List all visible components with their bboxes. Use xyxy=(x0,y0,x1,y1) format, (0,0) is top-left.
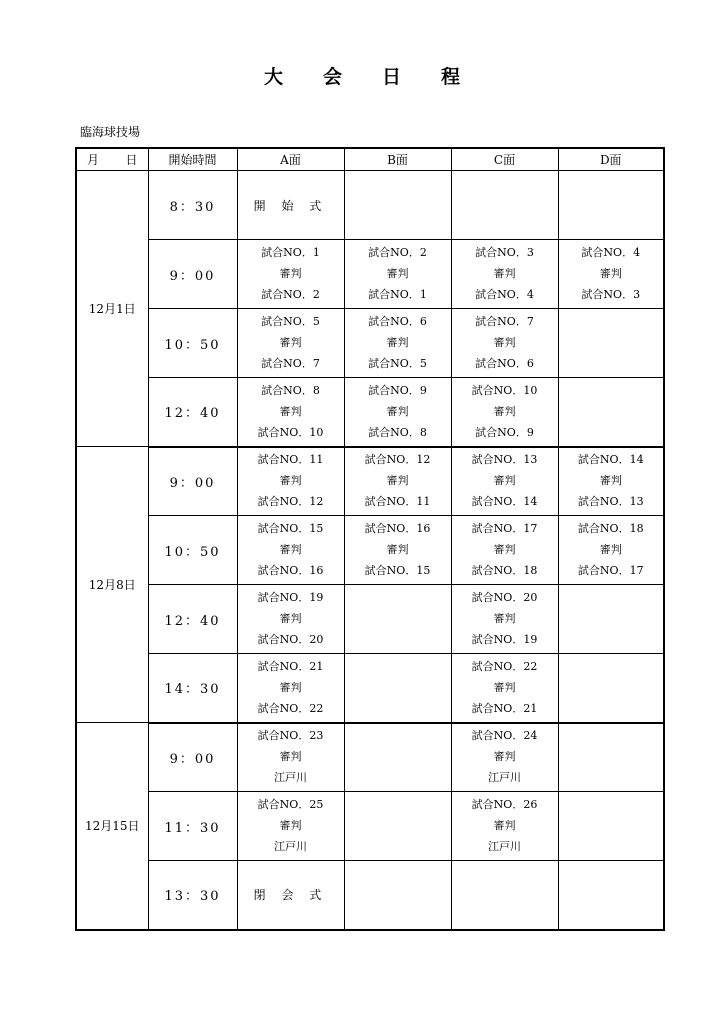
referee-assignment: 試合NO．17 xyxy=(577,564,644,577)
empty-court-cell xyxy=(558,792,664,861)
referee-label: 審判 xyxy=(493,612,516,625)
match-number: 試合NO．19 xyxy=(257,591,324,604)
referee-label: 審判 xyxy=(279,404,302,418)
match-number: 試合NO．25 xyxy=(257,798,324,811)
schedule-body xyxy=(76,171,664,930)
time-cell: 9：00 xyxy=(148,447,237,516)
match-number: 試合NO．12 xyxy=(364,453,431,467)
referee-assignment: 江戸川 xyxy=(488,771,521,785)
match-cell xyxy=(344,240,451,309)
referee-assignment: 試合NO．11 xyxy=(364,495,431,509)
match-number: 試合NO．26 xyxy=(471,798,538,811)
referee-assignment: 試合NO．1 xyxy=(368,288,427,301)
match-number: 試合NO．22 xyxy=(471,659,538,673)
referee-assignment: 試合NO．5 xyxy=(368,357,427,370)
page-title xyxy=(0,62,724,89)
time-cell: 10：50 xyxy=(148,516,237,585)
match-number: 試合NO．9 xyxy=(368,383,427,397)
empty-court-cell xyxy=(558,723,664,792)
referee-assignment: 試合NO．10 xyxy=(257,425,324,439)
match-cell xyxy=(558,516,664,585)
match-cell xyxy=(451,240,558,309)
referee-assignment: 試合NO．2 xyxy=(261,288,320,301)
court-a-header: A面 xyxy=(237,148,344,171)
match-cell xyxy=(237,723,344,792)
match-cell xyxy=(451,792,558,861)
empty-court-cell xyxy=(558,309,664,378)
slot-row xyxy=(76,723,664,792)
match-number: 試合NO．10 xyxy=(471,383,538,397)
venue-label: 臨海球技場 xyxy=(80,125,141,139)
match-number: 試合NO．14 xyxy=(577,453,644,467)
referee-assignment: 試合NO．18 xyxy=(471,564,538,577)
date-cell: 12月8日 xyxy=(76,447,148,723)
referee-label: 審判 xyxy=(279,680,302,694)
referee-assignment: 江戸川 xyxy=(274,771,307,785)
referee-assignment: 江戸川 xyxy=(274,840,307,853)
referee-label: 審判 xyxy=(599,474,622,488)
month-day-header xyxy=(76,148,148,171)
referee-label: 審判 xyxy=(279,267,302,280)
time-cell: 13：30 xyxy=(148,861,237,930)
empty-court-cell xyxy=(558,378,664,447)
time-cell: 12：40 xyxy=(148,378,237,447)
empty-court-cell xyxy=(451,861,558,930)
slot-row xyxy=(76,240,664,309)
empty-court-cell xyxy=(344,585,451,654)
referee-assignment: 試合NO．14 xyxy=(471,495,538,509)
match-cell xyxy=(451,516,558,585)
referee-label: 審判 xyxy=(493,543,516,556)
referee-label: 審判 xyxy=(493,404,516,418)
match-number: 試合NO．18 xyxy=(577,522,644,535)
slot-row xyxy=(76,378,664,447)
slot-row xyxy=(76,309,664,378)
match-number: 試合NO．23 xyxy=(257,729,324,743)
title-char: 大 xyxy=(263,66,283,88)
match-number: 試合NO．8 xyxy=(261,383,320,397)
month-header: 月 xyxy=(87,153,100,167)
referee-assignment: 試合NO．4 xyxy=(475,288,534,301)
referee-label: 審判 xyxy=(386,474,409,488)
match-cell xyxy=(344,378,451,447)
match-number: 試合NO．3 xyxy=(475,246,534,259)
referee-label: 審判 xyxy=(279,612,302,625)
match-number: 試合NO．16 xyxy=(364,522,431,535)
title-char: 会 xyxy=(322,66,342,88)
empty-court-cell xyxy=(451,171,558,240)
time-cell: 8：30 xyxy=(148,171,237,240)
time-cell: 12：40 xyxy=(148,585,237,654)
referee-label: 審判 xyxy=(493,336,516,349)
date-cell: 12月1日 xyxy=(76,171,148,447)
match-cell xyxy=(451,723,558,792)
referee-assignment: 試合NO．8 xyxy=(368,425,427,439)
date-cell: 12月15日 xyxy=(76,723,148,930)
referee-assignment: 江戸川 xyxy=(488,840,521,853)
referee-assignment: 試合NO．19 xyxy=(471,633,538,646)
slot-row xyxy=(76,585,664,654)
referee-label: 審判 xyxy=(493,819,516,832)
schedule-table xyxy=(75,147,665,931)
empty-court-cell xyxy=(344,723,451,792)
match-cell xyxy=(237,585,344,654)
referee-label: 審判 xyxy=(386,543,409,556)
match-cell xyxy=(558,240,664,309)
referee-label: 審判 xyxy=(493,267,516,280)
referee-assignment: 試合NO．21 xyxy=(471,701,538,715)
match-number: 試合NO．2 xyxy=(368,246,427,259)
ceremony-cell: 閉 会 式 xyxy=(237,861,344,930)
court-d-header: D面 xyxy=(558,148,664,171)
empty-court-cell xyxy=(344,654,451,723)
match-cell xyxy=(344,309,451,378)
referee-label: 審判 xyxy=(493,750,516,764)
slot-row xyxy=(76,792,664,861)
match-cell xyxy=(558,447,664,516)
title-char: 日 xyxy=(382,66,402,88)
slot-row xyxy=(76,654,664,723)
match-cell xyxy=(451,585,558,654)
slot-row xyxy=(76,516,664,585)
empty-court-cell xyxy=(558,654,664,723)
match-cell xyxy=(237,792,344,861)
referee-label: 審判 xyxy=(386,267,409,280)
match-number: 試合NO．17 xyxy=(471,522,538,535)
match-cell xyxy=(237,447,344,516)
match-cell xyxy=(237,309,344,378)
referee-assignment: 試合NO．7 xyxy=(261,357,320,370)
match-number: 試合NO．1 xyxy=(261,246,320,259)
match-cell xyxy=(451,378,558,447)
day-header: 日 xyxy=(125,153,138,167)
header-row xyxy=(76,148,664,171)
title-char: 程 xyxy=(441,66,461,88)
referee-assignment: 試合NO．22 xyxy=(257,701,324,715)
time-cell: 10：50 xyxy=(148,309,237,378)
referee-assignment: 試合NO．20 xyxy=(257,633,324,646)
match-number: 試合NO．24 xyxy=(471,729,538,743)
referee-assignment: 試合NO．16 xyxy=(257,564,324,577)
match-number: 試合NO．5 xyxy=(261,315,320,328)
referee-label: 審判 xyxy=(279,750,302,764)
empty-court-cell xyxy=(558,861,664,930)
match-cell xyxy=(451,309,558,378)
match-number: 試合NO．20 xyxy=(471,591,538,604)
match-number: 試合NO．7 xyxy=(475,315,534,328)
referee-label: 審判 xyxy=(386,404,409,418)
match-cell xyxy=(451,654,558,723)
referee-assignment: 試合NO．13 xyxy=(577,495,644,509)
referee-label: 審判 xyxy=(279,474,302,488)
referee-label: 審判 xyxy=(493,680,516,694)
empty-court-cell xyxy=(558,171,664,240)
empty-court-cell xyxy=(344,792,451,861)
referee-label: 審判 xyxy=(279,336,302,349)
referee-assignment: 試合NO．15 xyxy=(364,564,431,577)
slot-row xyxy=(76,171,664,240)
referee-label: 審判 xyxy=(599,267,622,280)
time-cell: 9：00 xyxy=(148,723,237,792)
referee-assignment: 試合NO．9 xyxy=(475,425,534,439)
referee-assignment: 試合NO．6 xyxy=(475,357,534,370)
match-number: 試合NO．11 xyxy=(257,453,324,467)
slot-row xyxy=(76,447,664,516)
time-cell: 9：00 xyxy=(148,240,237,309)
match-cell xyxy=(237,516,344,585)
match-cell xyxy=(451,447,558,516)
empty-court-cell xyxy=(558,585,664,654)
referee-label: 審判 xyxy=(386,336,409,349)
match-cell xyxy=(344,447,451,516)
start-time-header: 開始時間 xyxy=(148,148,237,171)
match-number: 試合NO．4 xyxy=(581,246,641,259)
referee-label: 審判 xyxy=(599,543,622,556)
match-cell xyxy=(344,516,451,585)
referee-label: 審判 xyxy=(279,819,302,832)
empty-court-cell xyxy=(344,171,451,240)
match-cell xyxy=(237,240,344,309)
referee-label: 審判 xyxy=(493,474,516,488)
match-number: 試合NO．15 xyxy=(257,522,324,535)
match-number: 試合NO．13 xyxy=(471,453,538,467)
ceremony-cell: 開 始 式 xyxy=(237,171,344,240)
time-cell: 14：30 xyxy=(148,654,237,723)
court-c-header: C面 xyxy=(451,148,558,171)
empty-court-cell xyxy=(344,861,451,930)
match-cell xyxy=(237,654,344,723)
referee-assignment: 試合NO．3 xyxy=(581,288,641,301)
match-number: 試合NO．6 xyxy=(368,315,427,328)
court-b-header: B面 xyxy=(344,148,451,171)
referee-label: 審判 xyxy=(279,543,302,556)
match-cell xyxy=(237,378,344,447)
slot-row xyxy=(76,861,664,930)
time-cell: 11：30 xyxy=(148,792,237,861)
match-number: 試合NO．21 xyxy=(257,659,324,673)
referee-assignment: 試合NO．12 xyxy=(257,495,324,509)
